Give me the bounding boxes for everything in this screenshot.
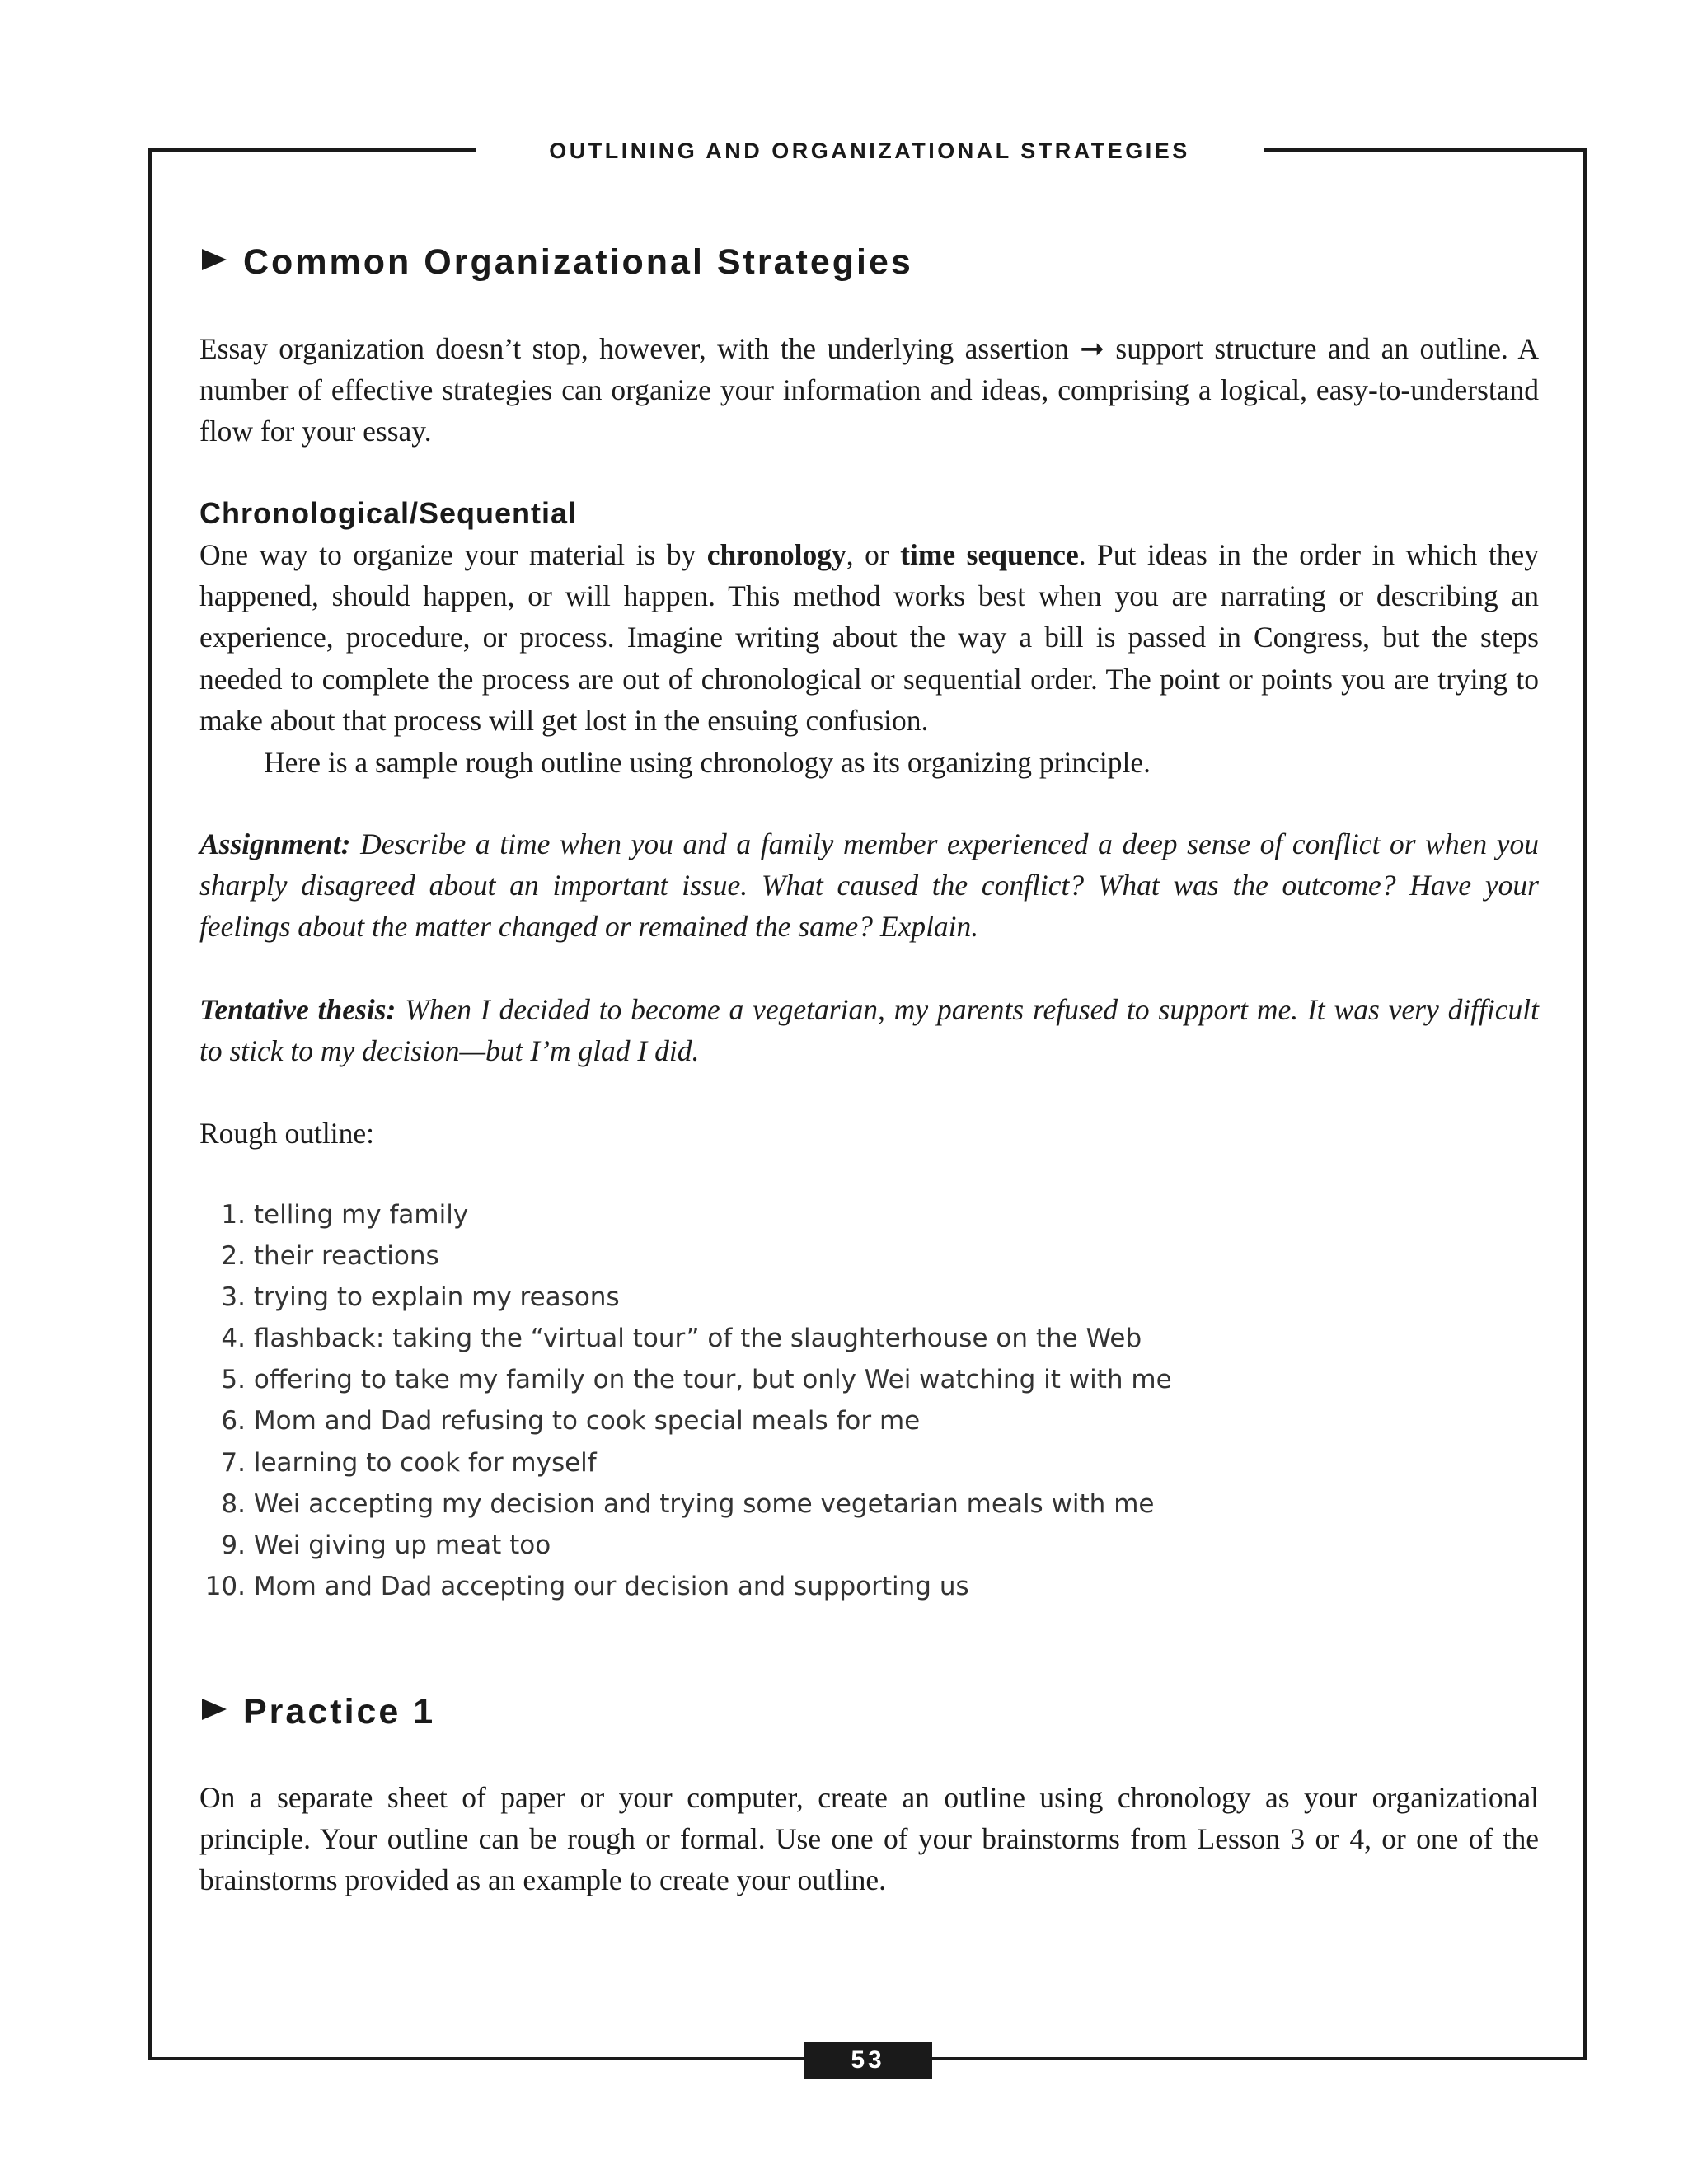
list-item: 6. Mom and Dad refusing to cook special meals for me — [221, 1406, 921, 1436]
list-item: 9. Wei giving up meat too — [221, 1530, 551, 1560]
sub-heading-chronological: Chronological/Sequential — [199, 496, 578, 530]
practice-paragraph: On a separate sheet of paper or your computer, create an outline using chronology as your organizational principle. Your outline can be rough or formal. Use one of your brainstorms from Lesson 3 or 4, or one of the brainstorms provided as an example to create your outline. — [199, 1781, 1539, 1897]
list-item: 8. Wei accepting my decision and trying some vegetarian meals with me — [221, 1488, 1155, 1519]
list-item: 3. trying to explain my reasons — [221, 1282, 620, 1313]
page-number: 53 — [804, 2042, 932, 2079]
list-item: 1. telling my family — [221, 1200, 469, 1230]
assignment-label: Assignment: — [199, 827, 351, 860]
thesis-label: Tentative thesis: — [199, 993, 396, 1026]
triangle-right-icon — [200, 246, 232, 274]
section-heading-common-strategies — [200, 241, 913, 284]
list-item: 10. Mom and Dad accepting our decision and supporting us — [204, 1571, 969, 1601]
rough-outline-label: Rough outline: — [199, 1117, 375, 1150]
rough-outline-list — [199, 1194, 1172, 1607]
arrow-right-icon: ➞ — [1080, 332, 1105, 365]
section-heading-practice-1 — [200, 1690, 435, 1733]
chronology-paragraph: One way to organize your material is by chronology, or time sequence. Put ideas in the order in which they happened, should happen, or will happen. This method works best when you are narrating or describing an experience, procedure, or process. Imagine writing about the way a bill is passed in Congress, but the steps needed to complete the process are out of chronological or sequential order. The point or points you are trying to make about that process will get lost in the ensuing confusion. — [199, 538, 1539, 737]
list-item: 7. learning to cook for myself — [221, 1447, 597, 1478]
assignment-paragraph: Assignment: Describe a time when you and a family member experienced a deep sense of conflict or when you sharply disagreed about an important issue. What caused the conflict? What was the outcome? Have your feelings about the matter changed or remained the same? Explain. — [199, 827, 1540, 944]
sample-outline-intro: Here is a sample rough outline using chronology as its organizing principle. — [264, 746, 1151, 779]
list-item: 5. offering to take my family on the tour, but only Wei watching it with me — [221, 1365, 1172, 1395]
triangle-right-icon — [200, 1695, 232, 1723]
section-heading-text: Practice 1 — [243, 1692, 436, 1732]
list-item: 4. flashback: taking the “virtual tour” of the slaughterhouse on the Web — [221, 1324, 1142, 1354]
top-rule-right — [1264, 148, 1587, 152]
term-chronology: chronology — [706, 538, 846, 571]
running-head: OUTLINING AND ORGANIZATIONAL STRATEGIES — [549, 138, 1190, 163]
list-item: 2. their reactions — [221, 1241, 439, 1272]
top-rule-left — [148, 148, 476, 152]
intro-paragraph: Essay organization doesn’t stop, however, with the underlying assertion ➞ support structure and an outline. A number of effective strategies can organize your information and ideas, comprising a logical, easy-to-understand flow for your essay. — [199, 332, 1540, 448]
thesis-paragraph: Tentative thesis: When I decided to become a vegetarian, my parents refused to support me. It was very difficult to stick to my decision—but I’m glad I did. — [199, 993, 1540, 1068]
term-time-sequence: time sequence — [900, 538, 1079, 571]
section-heading-text: Common Organizational Strategies — [243, 242, 913, 282]
